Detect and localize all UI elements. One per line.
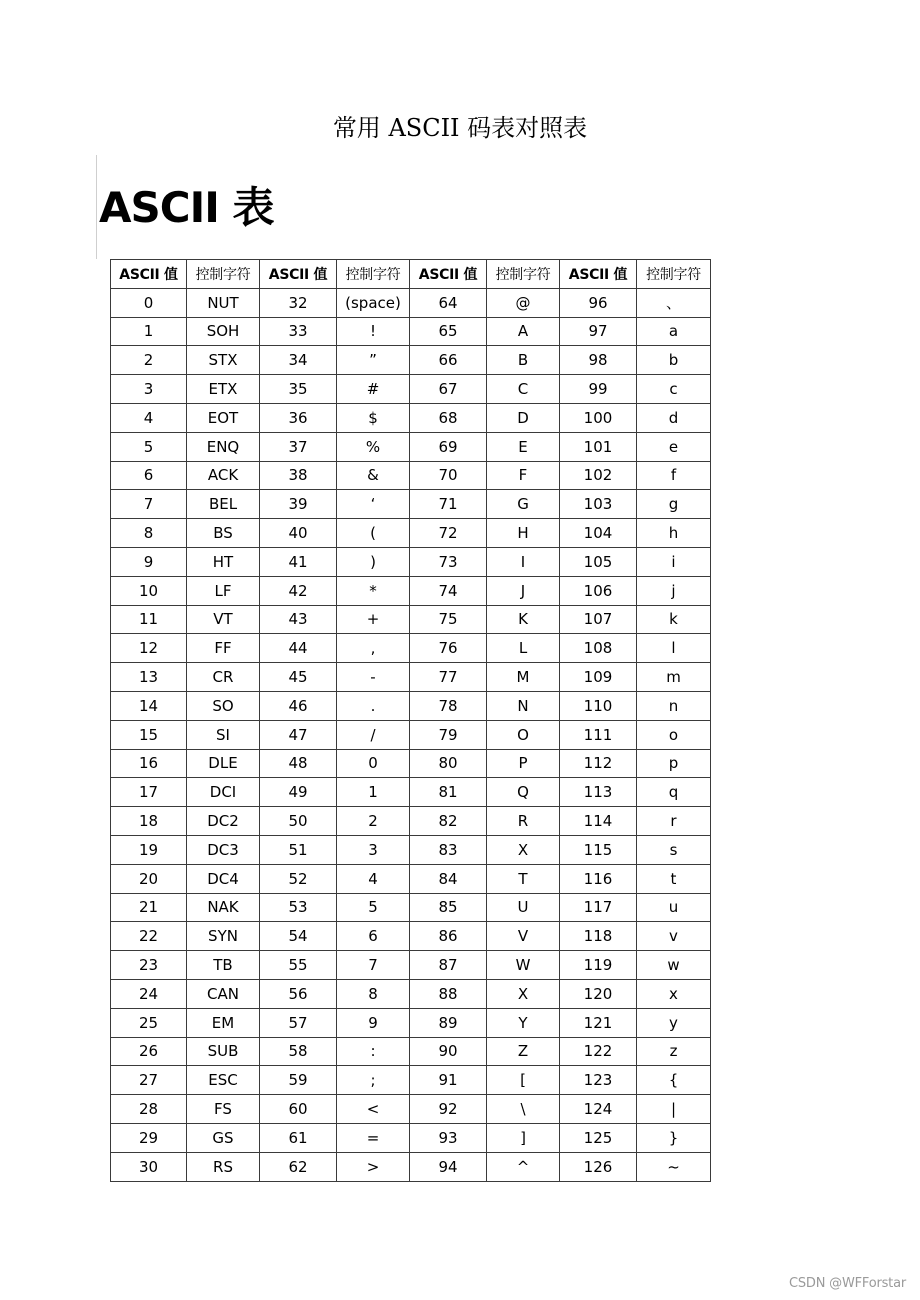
character-cell: & (337, 461, 410, 490)
ascii-value-cell: 46 (260, 691, 337, 720)
character-cell: . (337, 691, 410, 720)
character-cell: $ (337, 403, 410, 432)
character-cell: SOH (187, 317, 260, 346)
character-cell: GS (187, 1123, 260, 1152)
ascii-value-cell: 82 (410, 807, 487, 836)
ascii-value-cell: 26 (111, 1037, 187, 1066)
character-cell: SYN (187, 922, 260, 951)
ascii-value-cell: 45 (260, 663, 337, 692)
ascii-value-cell: 76 (410, 634, 487, 663)
character-cell: [ (487, 1066, 560, 1095)
character-cell: a (637, 317, 711, 346)
ascii-value-cell: 120 (560, 979, 637, 1008)
ascii-value-cell: 34 (260, 346, 337, 375)
character-cell: X (487, 979, 560, 1008)
ascii-value-cell: 86 (410, 922, 487, 951)
ascii-value-cell: 109 (560, 663, 637, 692)
character-cell: b (637, 346, 711, 375)
ascii-value-cell: 83 (410, 835, 487, 864)
character-cell: BS (187, 519, 260, 548)
table-row (111, 634, 711, 663)
character-cell: < (337, 1095, 410, 1124)
table-row (111, 951, 711, 980)
ascii-value-cell: 51 (260, 835, 337, 864)
character-cell: B (487, 346, 560, 375)
table-row (111, 807, 711, 836)
character-cell: 9 (337, 1008, 410, 1037)
character-cell: D (487, 403, 560, 432)
table-row (111, 778, 711, 807)
ascii-value-cell: 98 (560, 346, 637, 375)
table-row (111, 432, 711, 461)
character-cell: g (637, 490, 711, 519)
character-cell: ‘ (337, 490, 410, 519)
character-cell: SUB (187, 1037, 260, 1066)
character-cell: 6 (337, 922, 410, 951)
ascii-value-cell: 96 (560, 288, 637, 317)
ascii-value-cell: 119 (560, 951, 637, 980)
ascii-value-cell: 54 (260, 922, 337, 951)
ascii-value-cell: 19 (111, 835, 187, 864)
character-cell: u (637, 893, 711, 922)
table-row (111, 1152, 711, 1181)
ascii-value-cell: 65 (410, 317, 487, 346)
ascii-value-cell: 27 (111, 1066, 187, 1095)
table-row (111, 835, 711, 864)
character-cell: V (487, 922, 560, 951)
ascii-value-cell: 5 (111, 432, 187, 461)
character-cell: , (337, 634, 410, 663)
ascii-value-cell: 107 (560, 605, 637, 634)
ascii-value-cell: 90 (410, 1037, 487, 1066)
character-cell: EM (187, 1008, 260, 1037)
ascii-value-cell: 23 (111, 951, 187, 980)
character-cell: 7 (337, 951, 410, 980)
ascii-value-cell: 53 (260, 893, 337, 922)
character-cell: SI (187, 720, 260, 749)
character-cell: M (487, 663, 560, 692)
ascii-value-cell: 122 (560, 1037, 637, 1066)
table-row (111, 922, 711, 951)
character-cell: R (487, 807, 560, 836)
ascii-value-cell: 99 (560, 375, 637, 404)
ascii-value-cell: 21 (111, 893, 187, 922)
table-row (111, 749, 711, 778)
character-cell: DC3 (187, 835, 260, 864)
character-cell: DLE (187, 749, 260, 778)
character-cell: C (487, 375, 560, 404)
column-header-ascii-value: ASCII 值 (260, 260, 337, 289)
ascii-value-cell: 70 (410, 461, 487, 490)
character-cell: LF (187, 576, 260, 605)
ascii-value-cell: 8 (111, 519, 187, 548)
table-row (111, 346, 711, 375)
table-row (111, 288, 711, 317)
ascii-value-cell: 14 (111, 691, 187, 720)
watermark: CSDN @WFForstar (788, 1276, 906, 1291)
ascii-value-cell: 105 (560, 547, 637, 576)
character-cell: ) (337, 547, 410, 576)
ascii-value-cell: 44 (260, 634, 337, 663)
character-cell: STX (187, 346, 260, 375)
column-header-ascii-value: ASCII 值 (410, 260, 487, 289)
character-cell: y (637, 1008, 711, 1037)
ascii-value-cell: 58 (260, 1037, 337, 1066)
ascii-value-cell: 56 (260, 979, 337, 1008)
ascii-value-cell: 48 (260, 749, 337, 778)
ascii-value-cell: 1 (111, 317, 187, 346)
table-row (111, 519, 711, 548)
character-cell: VT (187, 605, 260, 634)
character-cell: ! (337, 317, 410, 346)
ascii-value-cell: 13 (111, 663, 187, 692)
ascii-value-cell: 116 (560, 864, 637, 893)
table-row (111, 893, 711, 922)
ascii-value-cell: 35 (260, 375, 337, 404)
ascii-value-cell: 94 (410, 1152, 487, 1181)
character-cell: A (487, 317, 560, 346)
ascii-value-cell: 92 (410, 1095, 487, 1124)
ascii-value-cell: 79 (410, 720, 487, 749)
character-cell: i (637, 547, 711, 576)
ascii-value-cell: 93 (410, 1123, 487, 1152)
character-cell: U (487, 893, 560, 922)
character-cell: RS (187, 1152, 260, 1181)
character-cell: * (337, 576, 410, 605)
table-row (111, 691, 711, 720)
ascii-value-cell: 118 (560, 922, 637, 951)
character-cell: EOT (187, 403, 260, 432)
ascii-value-cell: 55 (260, 951, 337, 980)
ascii-value-cell: 47 (260, 720, 337, 749)
character-cell: DC4 (187, 864, 260, 893)
character-cell: 1 (337, 778, 410, 807)
character-cell: ESC (187, 1066, 260, 1095)
table-row (111, 1008, 711, 1037)
character-cell: F (487, 461, 560, 490)
character-cell: - (337, 663, 410, 692)
ascii-value-cell: 89 (410, 1008, 487, 1037)
character-cell: r (637, 807, 711, 836)
ascii-value-cell: 18 (111, 807, 187, 836)
ascii-value-cell: 71 (410, 490, 487, 519)
ascii-value-cell: 100 (560, 403, 637, 432)
character-cell: NUT (187, 288, 260, 317)
character-cell: Y (487, 1008, 560, 1037)
character-cell: w (637, 951, 711, 980)
character-cell: 8 (337, 979, 410, 1008)
character-cell: d (637, 403, 711, 432)
character-cell: ACK (187, 461, 260, 490)
ascii-value-cell: 80 (410, 749, 487, 778)
ascii-value-cell: 123 (560, 1066, 637, 1095)
character-cell: O (487, 720, 560, 749)
document-title: 常用 ASCII 码表对照表 (332, 114, 588, 142)
table-row (111, 461, 711, 490)
ascii-value-cell: 24 (111, 979, 187, 1008)
character-cell: FF (187, 634, 260, 663)
character-cell: s (637, 835, 711, 864)
ascii-value-cell: 57 (260, 1008, 337, 1037)
character-cell: ( (337, 519, 410, 548)
character-cell: n (637, 691, 711, 720)
ascii-value-cell: 72 (410, 519, 487, 548)
character-cell: TB (187, 951, 260, 980)
character-cell: ] (487, 1123, 560, 1152)
table-row (111, 490, 711, 519)
character-cell: BEL (187, 490, 260, 519)
ascii-value-cell: 77 (410, 663, 487, 692)
ascii-value-cell: 126 (560, 1152, 637, 1181)
character-cell: X (487, 835, 560, 864)
character-cell: m (637, 663, 711, 692)
ascii-value-cell: 85 (410, 893, 487, 922)
table-body (111, 288, 711, 1181)
ascii-value-cell: 110 (560, 691, 637, 720)
ascii-value-cell: 4 (111, 403, 187, 432)
ascii-value-cell: 113 (560, 778, 637, 807)
ascii-value-cell: 103 (560, 490, 637, 519)
ascii-value-cell: 64 (410, 288, 487, 317)
character-cell: DCI (187, 778, 260, 807)
character-cell: 2 (337, 807, 410, 836)
character-cell: | (637, 1095, 711, 1124)
ascii-value-cell: 6 (111, 461, 187, 490)
ascii-value-cell: 62 (260, 1152, 337, 1181)
ascii-value-cell: 38 (260, 461, 337, 490)
character-cell: % (337, 432, 410, 461)
character-cell: q (637, 778, 711, 807)
table-row (111, 317, 711, 346)
ascii-value-cell: 112 (560, 749, 637, 778)
ascii-value-cell: 84 (410, 864, 487, 893)
character-cell: ETX (187, 375, 260, 404)
ascii-value-cell: 49 (260, 778, 337, 807)
character-cell: J (487, 576, 560, 605)
character-cell: z (637, 1037, 711, 1066)
ascii-value-cell: 67 (410, 375, 487, 404)
ascii-value-cell: 115 (560, 835, 637, 864)
ascii-value-cell: 42 (260, 576, 337, 605)
ascii-value-cell: 121 (560, 1008, 637, 1037)
table-row (111, 403, 711, 432)
ascii-value-cell: 43 (260, 605, 337, 634)
character-cell: # (337, 375, 410, 404)
character-cell: } (637, 1123, 711, 1152)
ascii-value-cell: 36 (260, 403, 337, 432)
character-cell: t (637, 864, 711, 893)
character-cell: x (637, 979, 711, 1008)
character-cell: 、 (637, 288, 711, 317)
character-cell: DC2 (187, 807, 260, 836)
ascii-value-cell: 20 (111, 864, 187, 893)
character-cell: T (487, 864, 560, 893)
character-cell: ~ (637, 1152, 711, 1181)
ascii-value-cell: 25 (111, 1008, 187, 1037)
ascii-value-cell: 2 (111, 346, 187, 375)
column-header-control-char: 控制字符 (337, 260, 410, 289)
ascii-value-cell: 66 (410, 346, 487, 375)
ascii-value-cell: 15 (111, 720, 187, 749)
ascii-value-cell: 12 (111, 634, 187, 663)
column-header-ascii-value: ASCII 值 (111, 260, 187, 289)
character-cell: p (637, 749, 711, 778)
character-cell: P (487, 749, 560, 778)
ascii-value-cell: 9 (111, 547, 187, 576)
ascii-value-cell: 111 (560, 720, 637, 749)
character-cell: K (487, 605, 560, 634)
ascii-value-cell: 91 (410, 1066, 487, 1095)
character-cell: CR (187, 663, 260, 692)
character-cell: 5 (337, 893, 410, 922)
table-row (111, 720, 711, 749)
character-cell: f (637, 461, 711, 490)
character-cell: > (337, 1152, 410, 1181)
ascii-table (110, 259, 711, 1182)
character-cell: ENQ (187, 432, 260, 461)
character-cell: c (637, 375, 711, 404)
character-cell: o (637, 720, 711, 749)
character-cell: 0 (337, 749, 410, 778)
ascii-value-cell: 7 (111, 490, 187, 519)
ascii-value-cell: 114 (560, 807, 637, 836)
table-row (111, 1066, 711, 1095)
character-cell: ; (337, 1066, 410, 1095)
table-row (111, 979, 711, 1008)
character-cell: k (637, 605, 711, 634)
ascii-value-cell: 37 (260, 432, 337, 461)
table-row (111, 1095, 711, 1124)
column-header-control-char: 控制字符 (487, 260, 560, 289)
character-cell: HT (187, 547, 260, 576)
ascii-value-cell: 104 (560, 519, 637, 548)
character-cell: j (637, 576, 711, 605)
character-cell: Z (487, 1037, 560, 1066)
ascii-value-cell: 16 (111, 749, 187, 778)
character-cell: l (637, 634, 711, 663)
character-cell: SO (187, 691, 260, 720)
ascii-value-cell: 74 (410, 576, 487, 605)
ascii-value-cell: 22 (111, 922, 187, 951)
ascii-value-cell: 61 (260, 1123, 337, 1152)
character-cell: (space) (337, 288, 410, 317)
column-header-ascii-value: ASCII 值 (560, 260, 637, 289)
character-cell: \ (487, 1095, 560, 1124)
ascii-value-cell: 87 (410, 951, 487, 980)
ascii-value-cell: 28 (111, 1095, 187, 1124)
character-cell: Q (487, 778, 560, 807)
ascii-value-cell: 10 (111, 576, 187, 605)
ascii-value-cell: 41 (260, 547, 337, 576)
table-row (111, 1123, 711, 1152)
ascii-value-cell: 17 (111, 778, 187, 807)
character-cell: ^ (487, 1152, 560, 1181)
ascii-value-cell: 125 (560, 1123, 637, 1152)
table-header-row (111, 260, 711, 289)
ascii-value-cell: 97 (560, 317, 637, 346)
ascii-value-cell: 106 (560, 576, 637, 605)
ascii-value-cell: 0 (111, 288, 187, 317)
character-cell: v (637, 922, 711, 951)
character-cell: / (337, 720, 410, 749)
table-row (111, 1037, 711, 1066)
ascii-value-cell: 88 (410, 979, 487, 1008)
character-cell: { (637, 1066, 711, 1095)
character-cell: : (337, 1037, 410, 1066)
ascii-value-cell: 69 (410, 432, 487, 461)
ascii-value-cell: 11 (111, 605, 187, 634)
character-cell: L (487, 634, 560, 663)
ascii-value-cell: 102 (560, 461, 637, 490)
character-cell: H (487, 519, 560, 548)
ascii-value-cell: 59 (260, 1066, 337, 1095)
ascii-value-cell: 81 (410, 778, 487, 807)
table-row (111, 605, 711, 634)
ascii-value-cell: 117 (560, 893, 637, 922)
ascii-value-cell: 108 (560, 634, 637, 663)
table-row (111, 576, 711, 605)
character-cell: ” (337, 346, 410, 375)
ascii-value-cell: 50 (260, 807, 337, 836)
table-row (111, 864, 711, 893)
character-cell: 4 (337, 864, 410, 893)
margin-rule (96, 155, 97, 259)
ascii-value-cell: 101 (560, 432, 637, 461)
character-cell: h (637, 519, 711, 548)
character-cell: N (487, 691, 560, 720)
character-cell: I (487, 547, 560, 576)
table-row (111, 663, 711, 692)
ascii-value-cell: 3 (111, 375, 187, 404)
character-cell: G (487, 490, 560, 519)
ascii-value-cell: 124 (560, 1095, 637, 1124)
character-cell: W (487, 951, 560, 980)
character-cell: E (487, 432, 560, 461)
ascii-value-cell: 52 (260, 864, 337, 893)
character-cell: CAN (187, 979, 260, 1008)
ascii-value-cell: 60 (260, 1095, 337, 1124)
character-cell: NAK (187, 893, 260, 922)
ascii-value-cell: 33 (260, 317, 337, 346)
table-row (111, 547, 711, 576)
ascii-value-cell: 75 (410, 605, 487, 634)
section-heading: ASCII 表 (99, 183, 274, 232)
character-cell: FS (187, 1095, 260, 1124)
column-header-control-char: 控制字符 (187, 260, 260, 289)
column-header-control-char: 控制字符 (637, 260, 711, 289)
ascii-value-cell: 73 (410, 547, 487, 576)
character-cell: + (337, 605, 410, 634)
character-cell: = (337, 1123, 410, 1152)
ascii-value-cell: 78 (410, 691, 487, 720)
ascii-value-cell: 32 (260, 288, 337, 317)
table-row (111, 375, 711, 404)
ascii-value-cell: 30 (111, 1152, 187, 1181)
ascii-value-cell: 68 (410, 403, 487, 432)
ascii-value-cell: 40 (260, 519, 337, 548)
character-cell: @ (487, 288, 560, 317)
ascii-value-cell: 39 (260, 490, 337, 519)
character-cell: 3 (337, 835, 410, 864)
ascii-value-cell: 29 (111, 1123, 187, 1152)
character-cell: e (637, 432, 711, 461)
